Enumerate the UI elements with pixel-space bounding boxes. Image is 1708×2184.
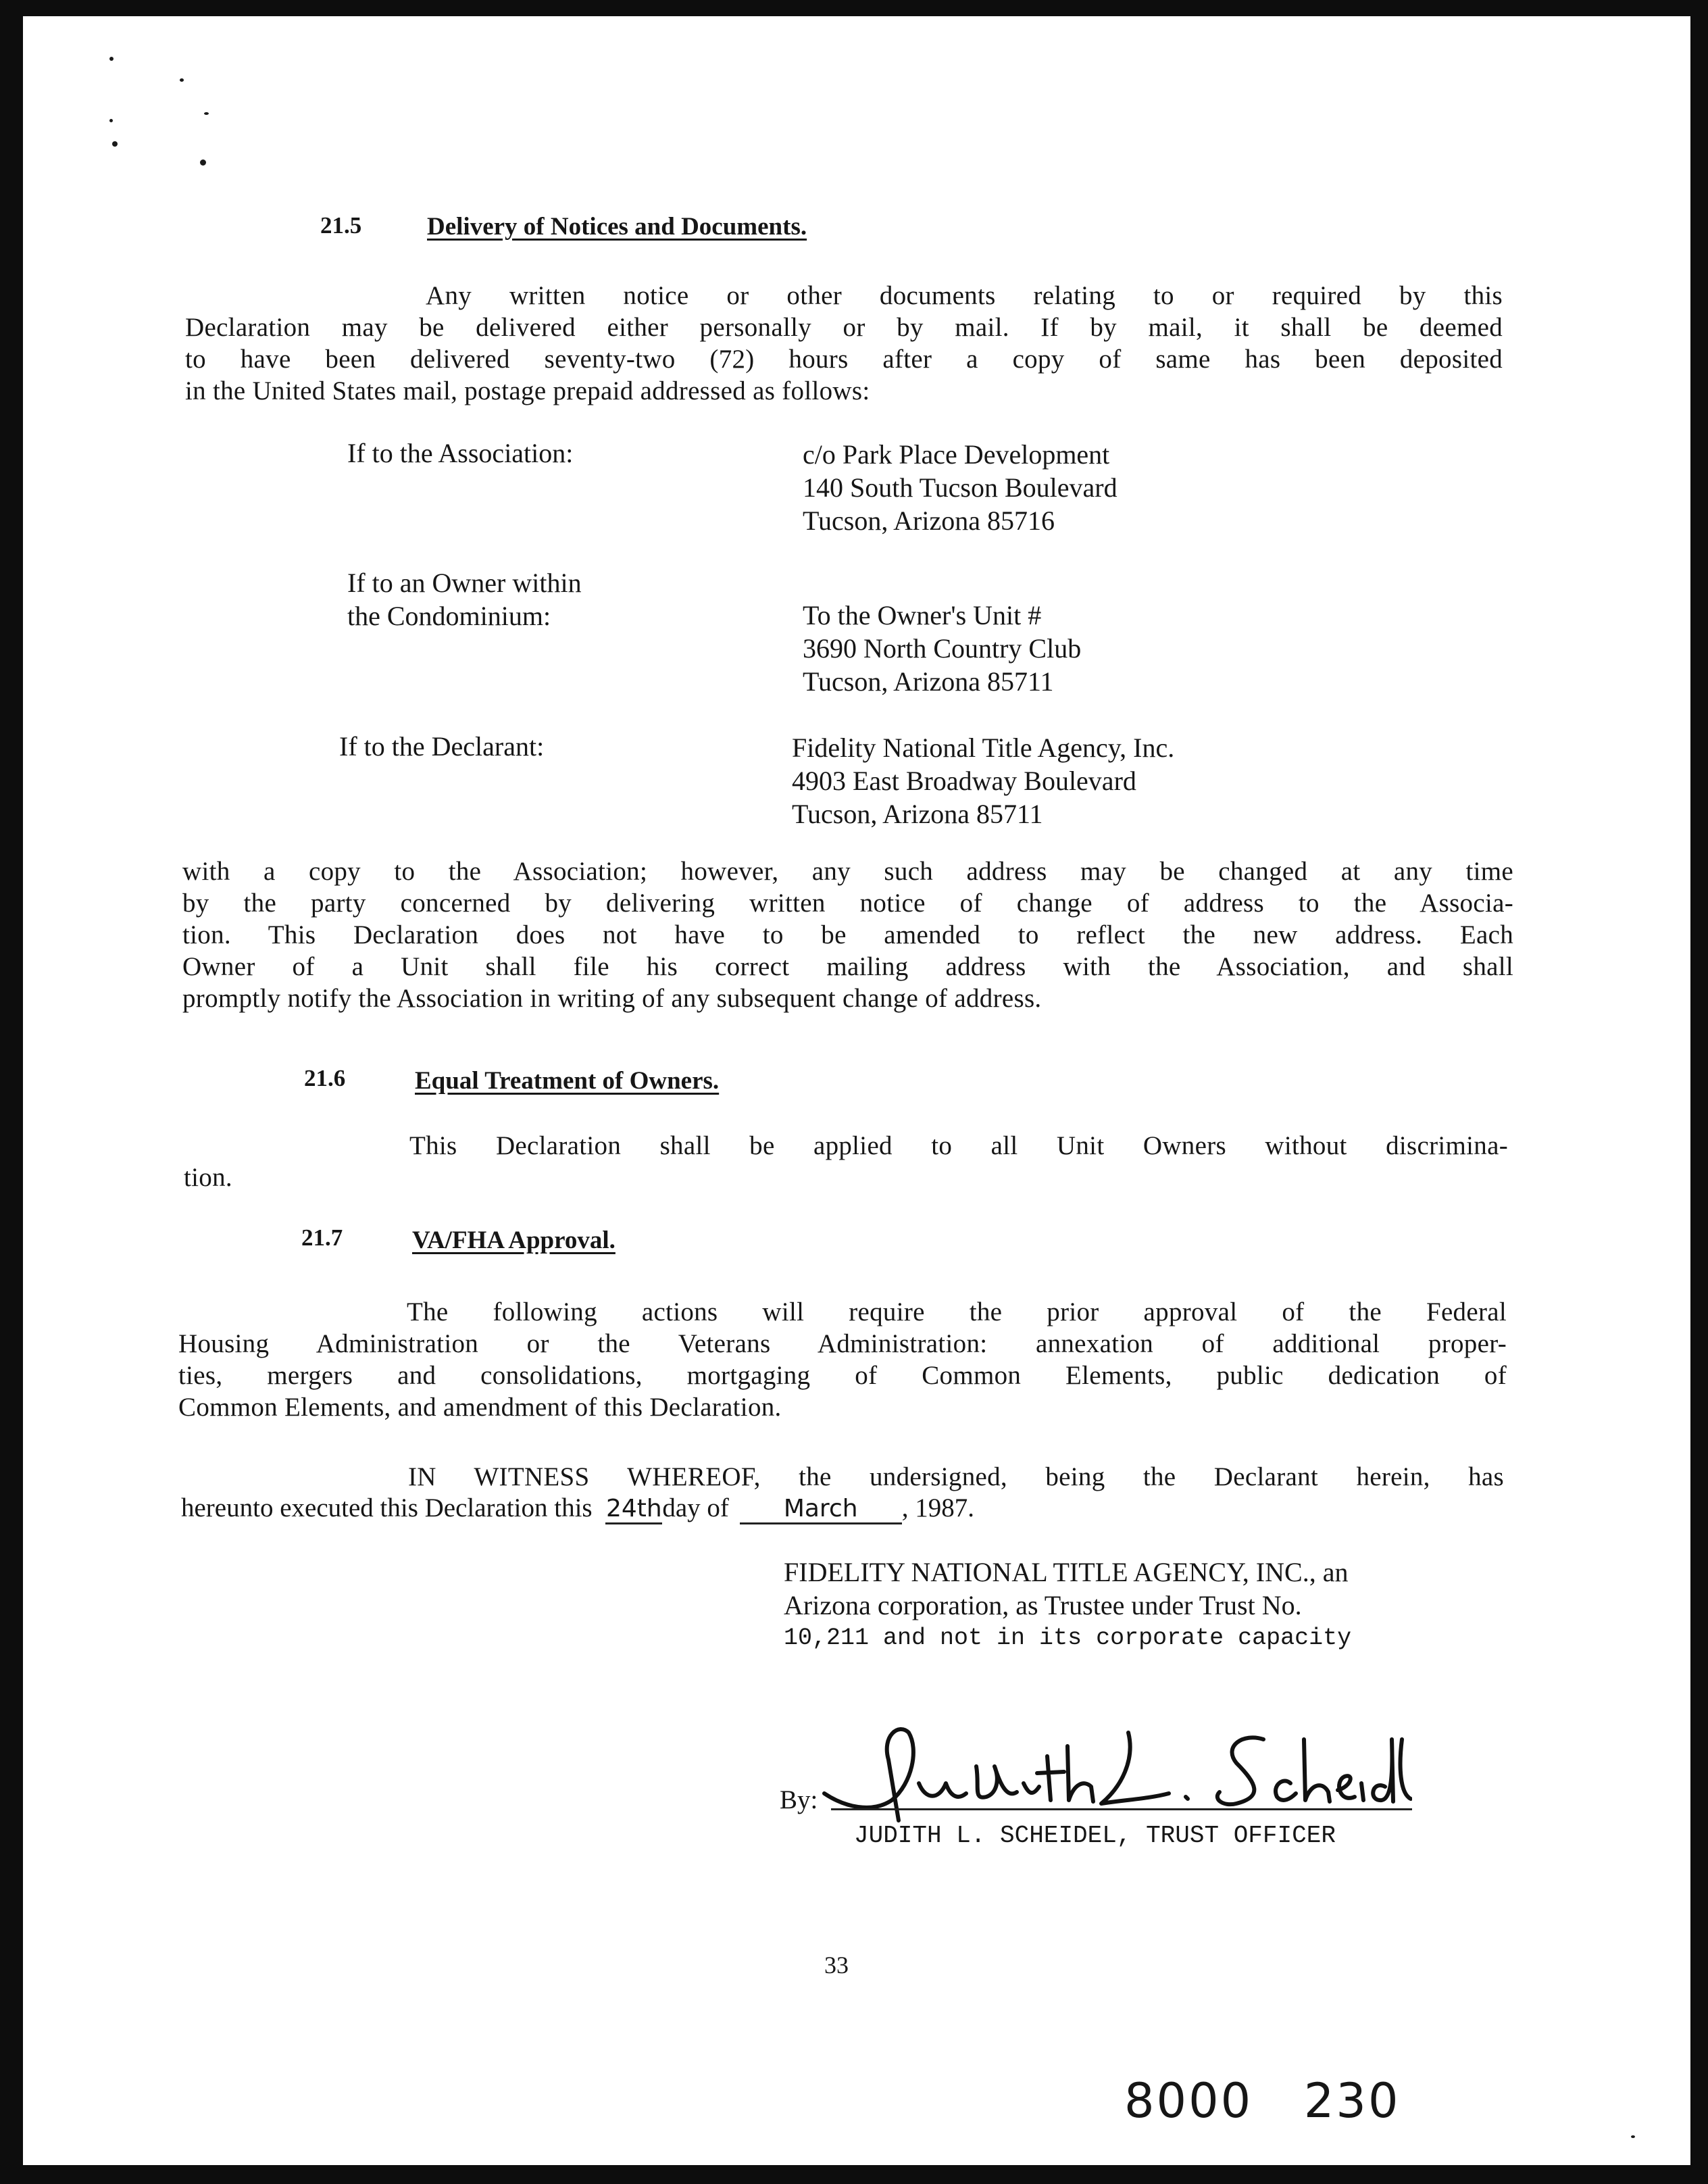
scan-speck — [1631, 2135, 1635, 2138]
signature-line — [831, 1808, 1412, 1810]
page-number: 33 — [824, 1952, 849, 1979]
address-line: Tucson, Arizona 85716 — [803, 505, 1055, 536]
address-block — [803, 438, 1117, 537]
text-line: in the United States mail, postage prepaid addressed as follows: — [185, 376, 870, 405]
text-line: with a copy to the Association; however, any such address may be changed at any time — [182, 857, 1513, 886]
document-stamp-number: 8000 230 — [1124, 2073, 1401, 2129]
address-label-line: If to the Association: — [347, 438, 574, 468]
document-page — [23, 16, 1690, 2165]
entity-line: 10,211 and not in its corporate capacity — [784, 1624, 1352, 1652]
address-label-line: If to the Declarant: — [339, 731, 545, 762]
address-line: c/o Park Place Development — [803, 439, 1110, 470]
scan-speck — [112, 141, 118, 147]
text-line: Common Elements, and amendment of this Declaration. — [178, 1393, 782, 1422]
address-label-line: the Condominium: — [347, 601, 551, 631]
entity-line: Arizona corporation, as Trustee under Trust No. — [784, 1590, 1302, 1620]
section-body — [184, 1130, 1508, 1193]
section-title: Equal Treatment of Owners. — [415, 1067, 720, 1095]
address-label — [347, 566, 582, 632]
by-label: By: — [780, 1785, 818, 1814]
section-title: Delivery of Notices and Documents. — [427, 213, 807, 241]
address-block — [792, 731, 1174, 830]
section-body — [182, 855, 1513, 1014]
section-number: 21.6 — [304, 1065, 346, 1091]
section-number: 21.5 — [320, 212, 362, 239]
day-field: 24th — [605, 1495, 662, 1524]
text-line: Housing Administration or the Veterans Administration: annexation of additional proper- — [178, 1329, 1507, 1358]
address-line: Tucson, Arizona 85711 — [792, 799, 1043, 829]
signer-name: JUDITH L. SCHEIDEL, TRUST OFFICER — [854, 1822, 1336, 1850]
text-line: This Declaration shall be applied to all Unit Owners without discrimina- — [409, 1131, 1508, 1160]
text-line: The following actions will require the prior approval of the Federal — [407, 1297, 1507, 1326]
scan-speck — [200, 159, 206, 166]
address-block — [803, 599, 1081, 698]
scan-speck — [180, 78, 184, 82]
text-line: Declaration may be delivered either personally or by mail. If by mail, it shall be deemed — [185, 313, 1503, 342]
text-fragment: hereunto executed this Declaration this — [181, 1493, 593, 1522]
scan-speck — [109, 57, 114, 61]
text-line: Any written notice or other documents relating to or required by this — [426, 281, 1503, 310]
address-line: 140 South Tucson Boulevard — [803, 472, 1117, 503]
month-field: March — [740, 1495, 902, 1524]
entity-block — [784, 1556, 1351, 1655]
execution-date-line — [181, 1492, 974, 1524]
address-line: Fidelity National Title Agency, Inc. — [792, 733, 1175, 763]
address-label — [347, 437, 573, 470]
text-line: IN WITNESS WHEREOF, the undersigned, being the Declarant herein, has — [408, 1462, 1504, 1491]
handwritten-signature — [818, 1719, 1412, 1834]
scan-speck — [109, 119, 113, 122]
text-line: tion. — [184, 1163, 232, 1192]
address-line: Tucson, Arizona 85711 — [803, 666, 1054, 697]
text-fragment: day of — [662, 1493, 729, 1522]
text-line: Owner of a Unit shall file his correct mailing address with the Association, and shall — [182, 952, 1513, 981]
text-line: tion. This Declaration does not have to be amended to reflect the new address. Each — [182, 920, 1513, 949]
text-fragment: , 1987. — [901, 1493, 974, 1522]
address-line: 3690 North Country Club — [803, 633, 1082, 664]
section-body — [178, 1296, 1507, 1423]
witness-clause — [181, 1461, 1504, 1493]
address-line: To the Owner's Unit # — [803, 600, 1042, 630]
text-line: ties, mergers and consolidations, mortgaging of Common Elements, public dedication of — [178, 1361, 1507, 1390]
section-title: VA/FHA Approval. — [412, 1226, 616, 1254]
section-body — [185, 280, 1503, 407]
address-label — [339, 730, 544, 763]
text-line: by the party concerned by delivering written notice of change of address to the Associa- — [182, 889, 1513, 918]
entity-line: FIDELITY NATIONAL TITLE AGENCY, INC., an — [784, 1557, 1349, 1587]
address-line: 4903 East Broadway Boulevard — [792, 766, 1136, 796]
address-label-line: If to an Owner within — [347, 568, 582, 598]
text-line: to have been delivered seventy-two (72) hours after a copy of same has been deposited — [185, 345, 1503, 374]
scan-speck — [204, 112, 209, 115]
section-number: 21.7 — [301, 1224, 343, 1251]
text-line: promptly notify the Association in writing of any subsequent change of address. — [182, 984, 1042, 1013]
